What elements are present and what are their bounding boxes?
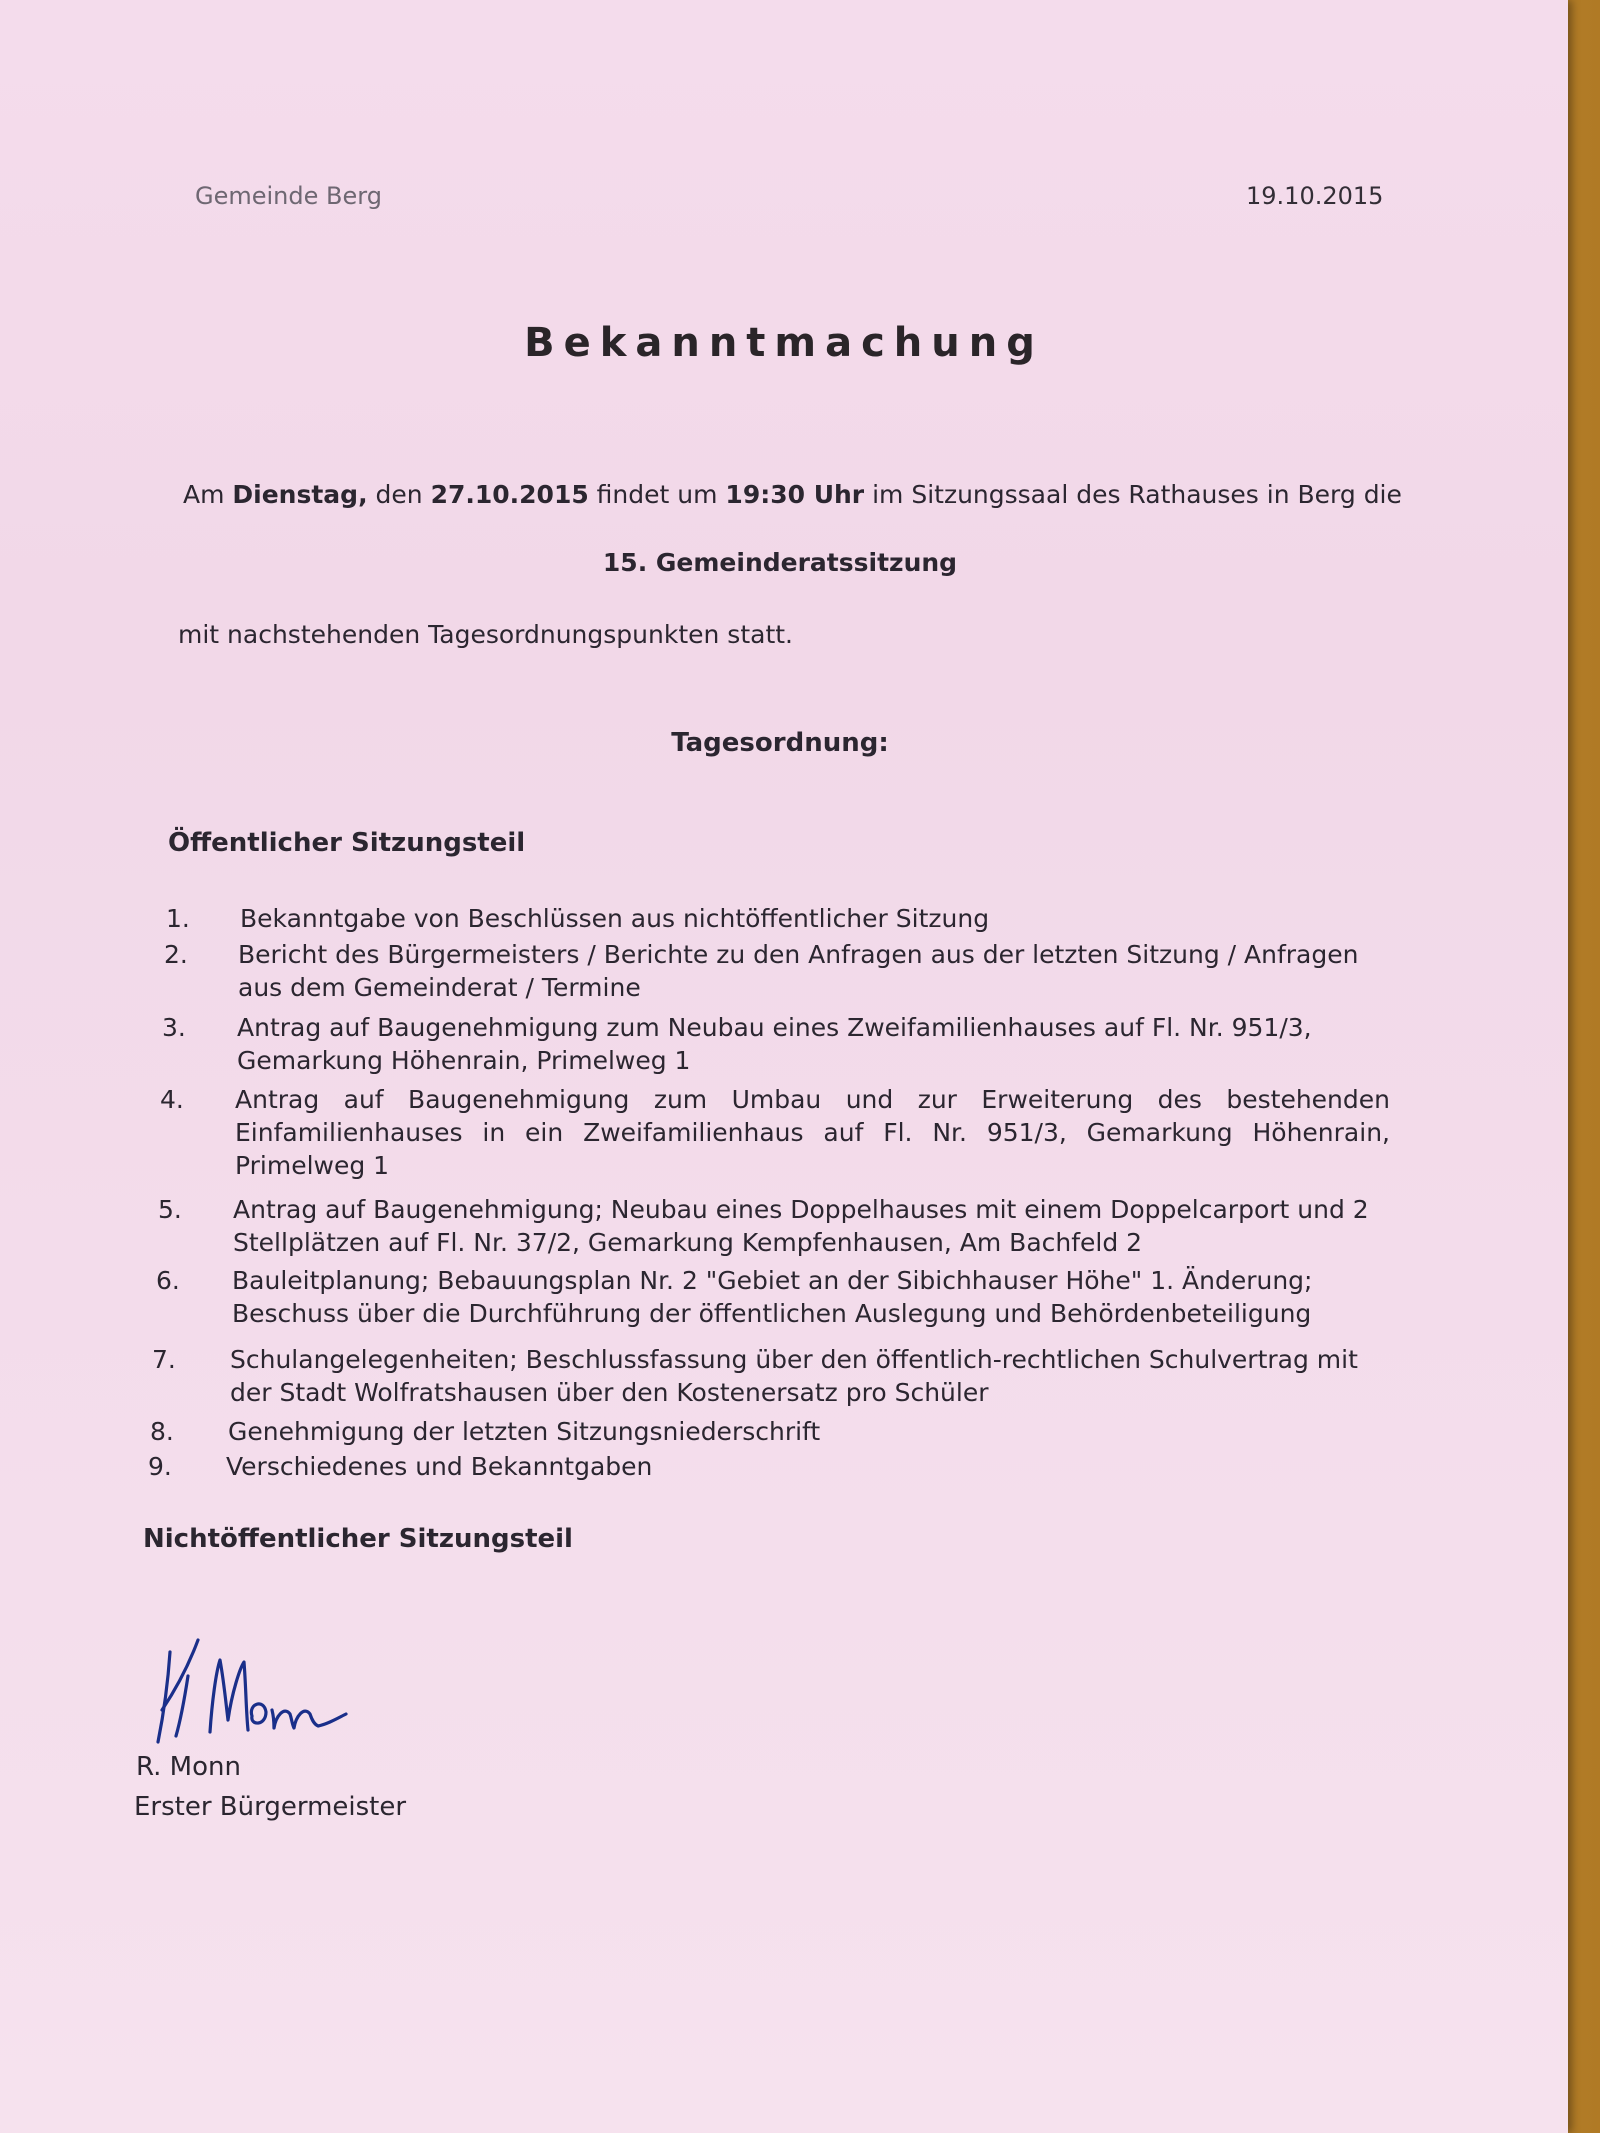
municipality-name: Gemeinde Berg (195, 182, 382, 210)
meeting-date: 27.10.2015 (430, 480, 589, 509)
agenda-item-number: 9. (148, 1452, 172, 1481)
agenda-item-text: Verschiedenes und Bekanntgaben (226, 1452, 653, 1481)
handwritten-signature (148, 1632, 358, 1752)
agenda-item-text: Bericht des Bürgermeisters / Berichte zu den Anfragen aus der letzten Sitzung / Anfragen aus dem Gemeinderat / Termine (238, 940, 1359, 1002)
agenda-item-text: Schulangelegenheiten; Beschlussfassung über den öffentlich-rechtlichen Schulvertrag mit der Stadt Wolfratshausen über den Kostenersatz pro Schüler (230, 1345, 1358, 1407)
intro-part: den (367, 480, 431, 509)
agenda-item-text: Genehmigung der letzten Sitzungsniederschrift (228, 1417, 821, 1446)
agenda-title: Tagesordnung: (671, 728, 889, 758)
intro-part: Am (183, 480, 233, 509)
intro-part: findet um (588, 480, 726, 509)
intro-part: im Sitzungssaal des Rathauses in Berg die (864, 480, 1402, 509)
agenda-item-number: 3. (162, 1013, 186, 1042)
meeting-time: 19:30 Uhr (725, 480, 865, 509)
meeting-weekday: Dienstag, (232, 480, 368, 509)
signatory-title: Erster Bürgermeister (134, 1792, 407, 1822)
intro-sentence (183, 480, 1402, 509)
agenda-item-text: Bekanntgabe von Beschlüssen aus nichtöffentlicher Sitzung (240, 904, 990, 933)
meeting-title: 15. Gemeinderatssitzung (602, 548, 958, 577)
intro-end: mit nachstehenden Tagesordnungspunkten statt. (178, 620, 793, 649)
agenda-item-text: Antrag auf Baugenehmigung zum Umbau und zur Erweiterung des bestehenden Einfamilienhauses in ein Zweifamilienhaus auf Fl. Nr. 951/3, Gemarkung Höhenrain, Primelweg 1 (235, 1085, 1390, 1180)
agenda-item-number: 6. (156, 1266, 180, 1295)
agenda-item-number: 8. (150, 1417, 174, 1446)
agenda-item-text: Bauleitplanung; Bebauungsplan Nr. 2 "Gebiet an der Sibichhauser Höhe" 1. Änderung; Beschuss über die Durchführung der öffentlichen Auslegung und Behördenbeteiligung (232, 1266, 1313, 1328)
private-section-heading: Nichtöffentlicher Sitzungsteil (143, 1524, 573, 1554)
agenda-item-text: Antrag auf Baugenehmigung zum Neubau eines Zweifamilienhauses auf Fl. Nr. 951/3, Gemarkung Höhenrain, Primelweg 1 (237, 1013, 1312, 1075)
agenda-item-text: Antrag auf Baugenehmigung; Neubau eines Doppelhauses mit einem Doppelcarport und 2 Stellplätzen auf Fl. Nr. 37/2, Gemarkung Kempfenhausen, Am Bachfeld 2 (233, 1195, 1369, 1257)
agenda-item-number: 1. (166, 904, 190, 933)
document-date: 19.10.2015 (1246, 182, 1384, 210)
public-section-heading: Öffentlicher Sitzungsteil (168, 828, 526, 858)
agenda-item-number: 7. (152, 1345, 176, 1374)
signatory-name: R. Monn (136, 1752, 241, 1782)
agenda-item-number: 2. (164, 940, 188, 969)
document-title: Bekanntmachung (524, 320, 1044, 366)
agenda-item-number: 4. (160, 1085, 184, 1114)
agenda-item-number: 5. (158, 1195, 182, 1224)
